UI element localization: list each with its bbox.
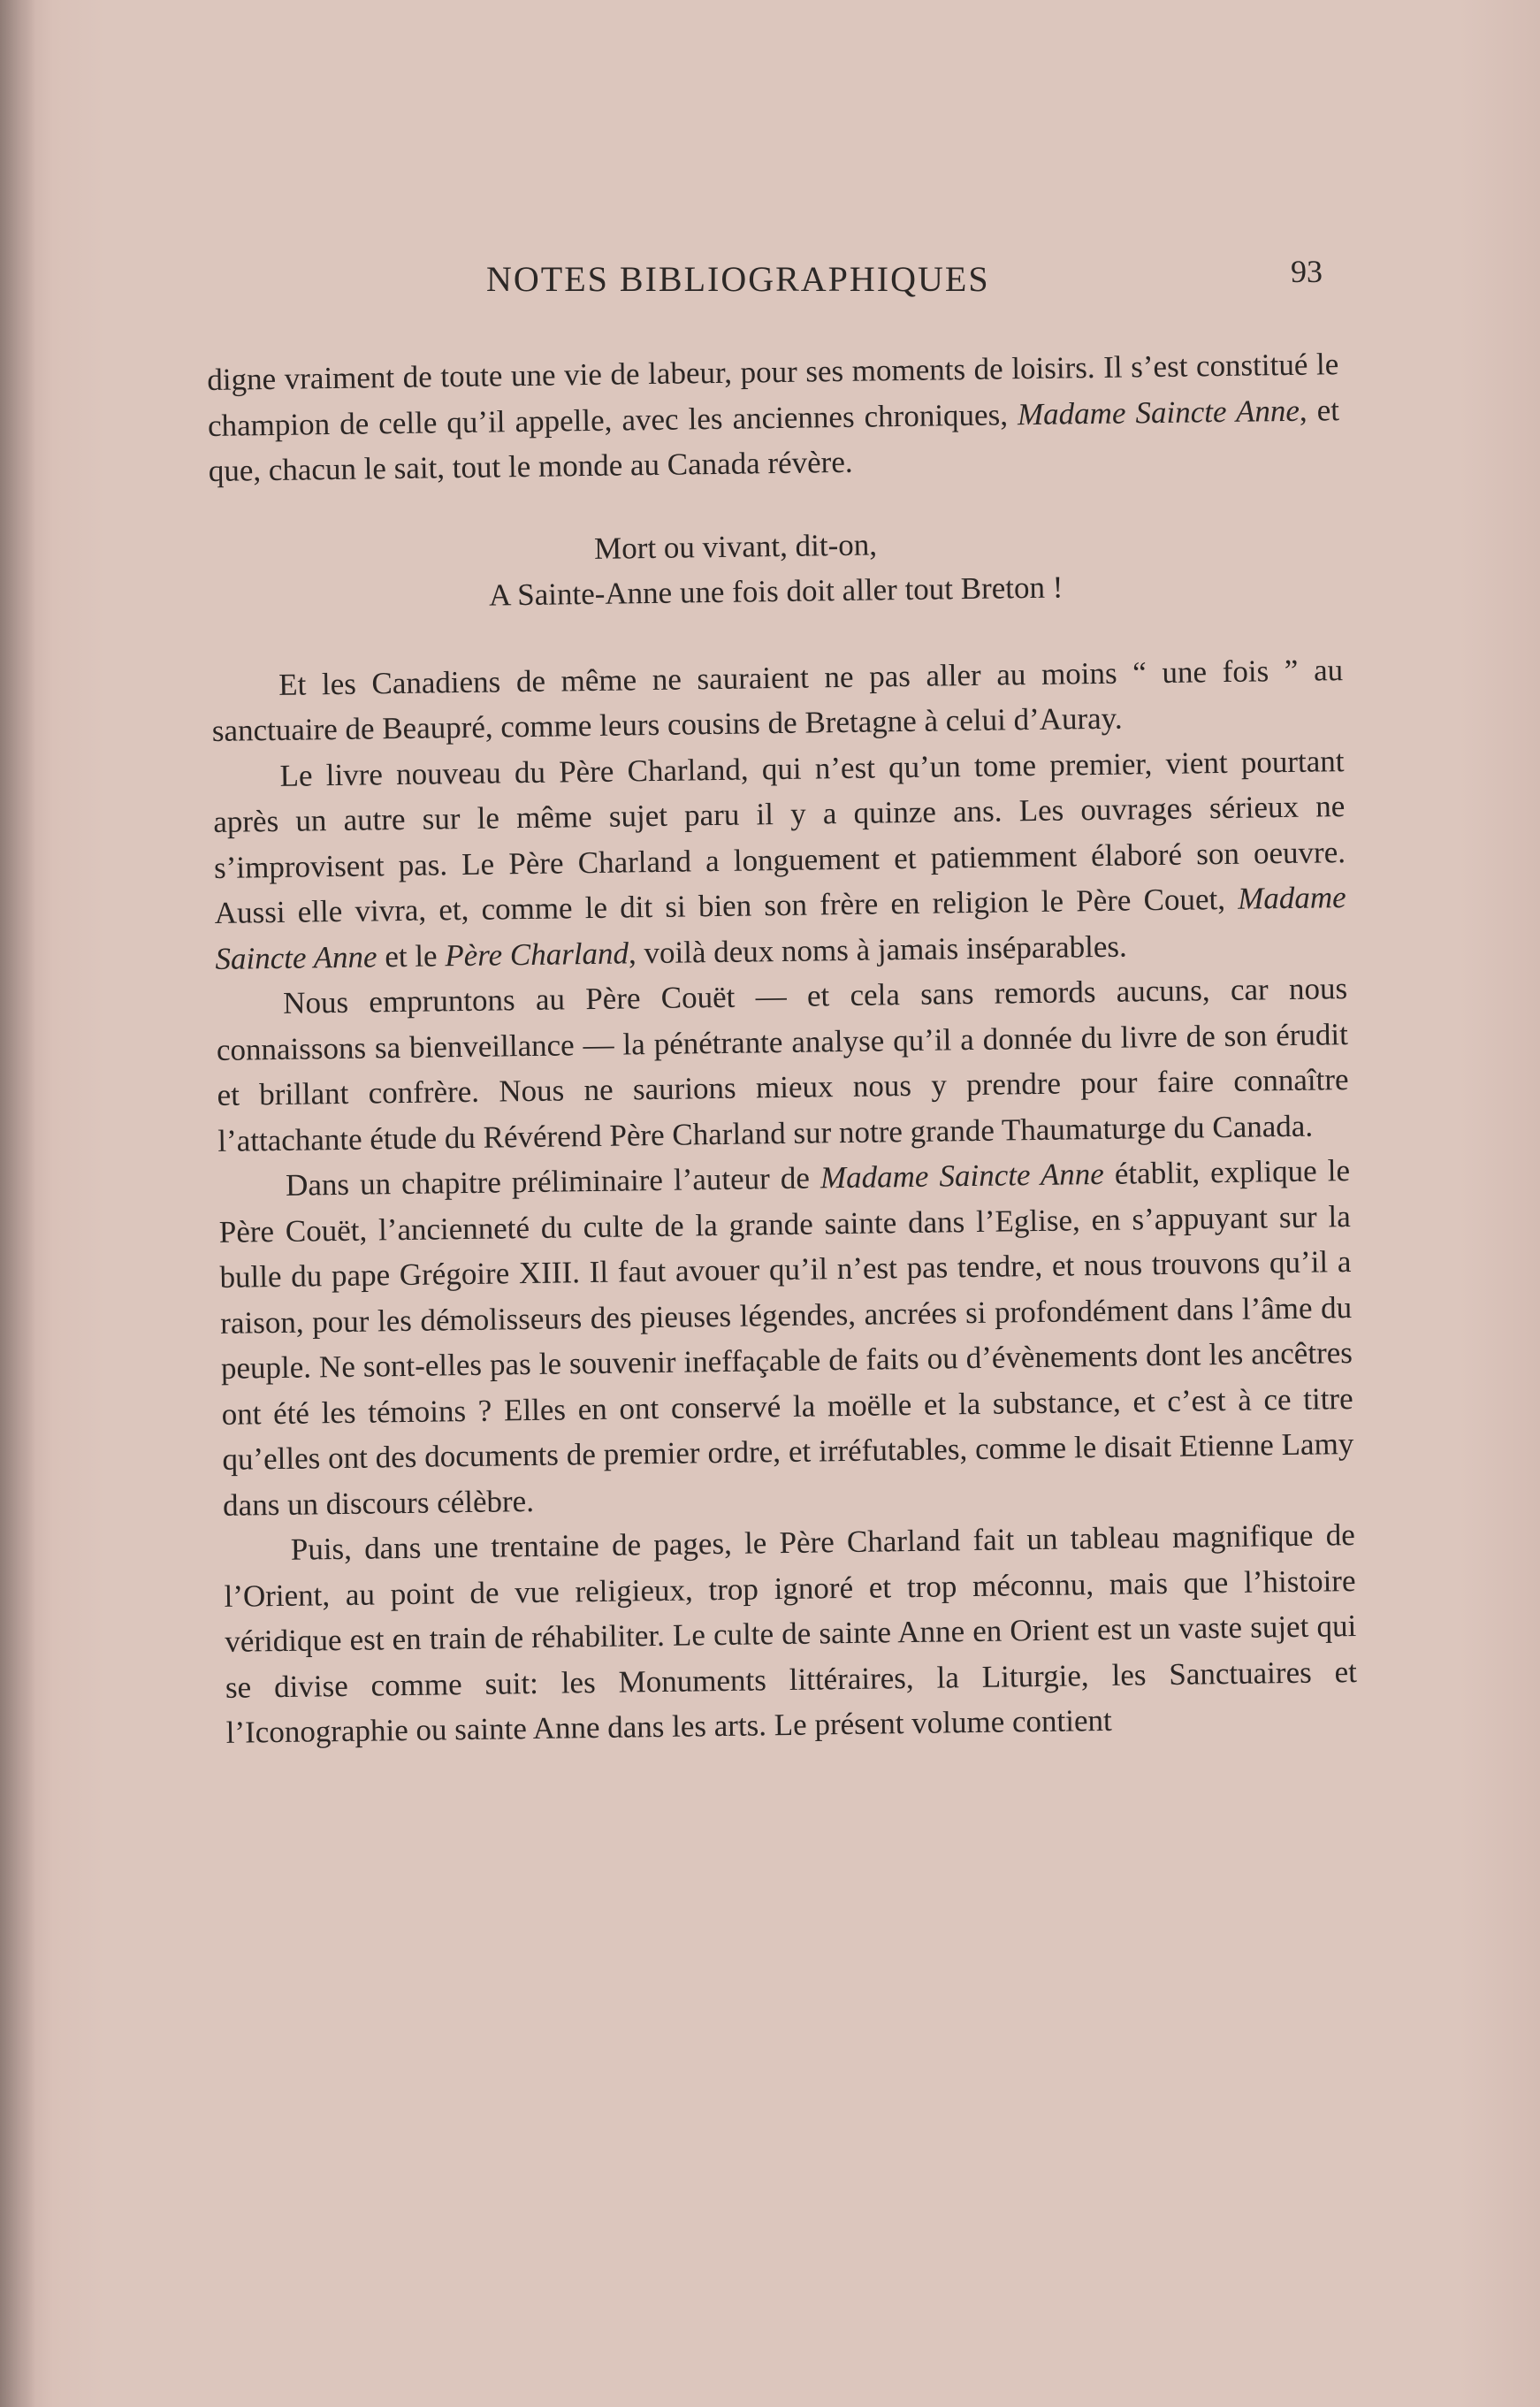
- verse-quote: [210, 516, 1342, 623]
- text-segment: Puis, dans une trentaine de pages, le Père Charland fait un tableau magnifique de l’Orient, au point de vue religieux, trop ignoré et trop méconnu, mais que l’histoire véridique est en train de réhabiliter. Le culte de sainte Anne en Orient est un vaste sujet qui se divise comme suit: les Monuments littéraires, la Liturgie, les Sanctuaires et l’Iconographie ou sainte Anne dans les arts. Le présent volume contient: [224, 1517, 1358, 1750]
- text-segment: , et que, chacun le sait, tout le monde au Canada révère.: [208, 392, 1340, 488]
- paragraph: [211, 647, 1344, 754]
- paragraph: [212, 738, 1346, 982]
- text-segment: Le livre nouveau du Père Charland, qui n’est qu’un tome premier, vient pourtant après un autre sur le même sujet paru il y a quinze ans. Les ouvrages sérieux ne s’improvisent pas. Le Père Charland a longuement et patiemment élaboré son oeuvre. Aussi elle vivra, et, comme le dit si bien son frère en religion le Père Couet,: [213, 743, 1346, 930]
- text-segment: établit, explique le Père Couët, l’ancienneté du culte de la grande sainte dans l’Eglise, en s’appuyant sur la bulle du pape Grégoire XIII. Il faut avouer qu’il n’est pas tendre, et nous trouvons qu’il a raison, pour les démolisseurs des pieuses légendes, ancrées si profondément dans l’âme du peuple. Ne sont-elles pas le souvenir ineffaçable de faits ou d’évènements dont les ancêtres ont été les témoins ? Elles en ont conservé la moëlle et la substance, et c’est à ce titre qu’elles ont des documents de premier ordre, et irréfutables, comme le disait Etienne Lamy dans un discours célèbre.: [218, 1153, 1354, 1523]
- text-segment: , voilà deux noms à jamais inséparables.: [628, 928, 1127, 970]
- paragraph: [216, 966, 1350, 1164]
- verse-line: A Sainte-Anne une fois doit aller tout Breton !: [488, 569, 1064, 613]
- verse-line: Mort ou vivant, dit-on,: [593, 526, 878, 566]
- page-gutter-shadow: [0, 0, 35, 2407]
- body-text: [207, 341, 1358, 1755]
- text-segment: digne vraiment de toute une vie de labeur, pour ses moments de loisirs. Il s’est constitué le champion de celle qu’il appelle, avec les anciennes chroniques,: [207, 347, 1339, 443]
- running-title: NOTES BIBLIOGRAPHIQUES: [486, 259, 990, 299]
- paragraph: [218, 1148, 1355, 1528]
- book-title-italic: Madame Saincte Anne: [1017, 393, 1300, 432]
- text-segment: Dans un chapitre préliminaire l’auteur de: [285, 1160, 821, 1203]
- paragraph: [223, 1512, 1357, 1755]
- page-number: 93: [1291, 254, 1323, 289]
- text-segment: Nous empruntons au Père Couët — et cela sans remords aucuns, car nous connaissons sa bienveillance — la pénétrante analyse qu’il a donnée du livre de son érudit et brillant confrère. Nous ne saurions mieux nous y prendre pour faire connaître l’attachante étude du Révérend Père Charland sur notre grande Thaumaturge du Canada.: [216, 971, 1349, 1158]
- paragraph: [207, 341, 1340, 493]
- page-header: [203, 253, 1344, 306]
- book-title-italic: Madame Saincte Anne: [215, 880, 1346, 976]
- text-segment: Et les Canadiens de même ne sauraient ne pas aller au moins “ une fois ” au sanctuaire de Beaupré, comme leurs cousins de Bretagne à celui d’Auray.: [211, 652, 1344, 748]
- text-segment: et le: [377, 937, 446, 974]
- author-name-italic: Père Charland: [445, 935, 629, 973]
- book-title-italic: Madame Saincte Anne: [820, 1156, 1105, 1196]
